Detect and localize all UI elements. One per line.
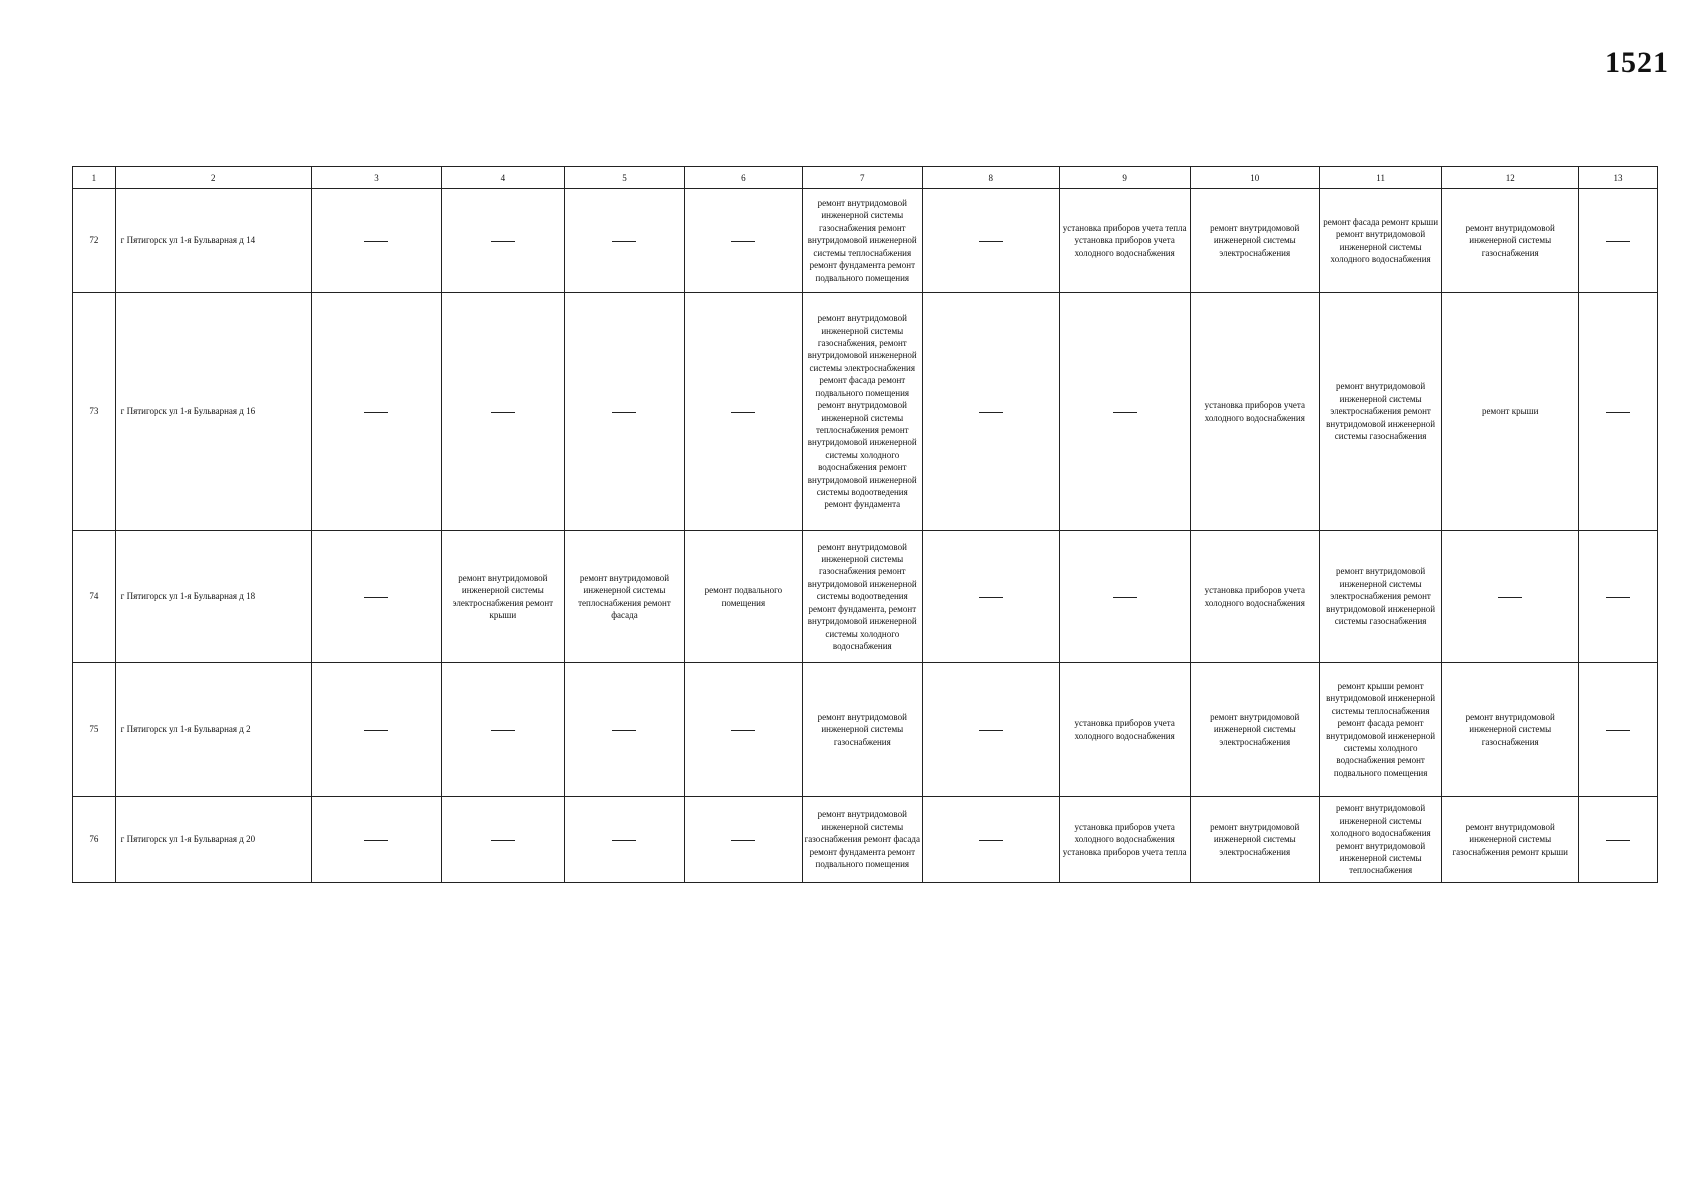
- dash-icon: [364, 597, 388, 598]
- table-row: [73, 189, 1658, 293]
- dash-icon: [1113, 412, 1137, 413]
- dash-icon: [979, 840, 1003, 841]
- table-row: [73, 293, 1658, 531]
- cell-col11: ремонт внутридомовой инженерной системы электроснабжения ремонт внутридомовой инженерной системы газоснабжения: [1319, 293, 1442, 531]
- cell-col11: ремонт внутридомовой инженерной системы холодного водоснабжения ремонт внутридомовой инженерной системы теплоснабжения: [1319, 797, 1442, 883]
- dash-icon: [1606, 730, 1630, 731]
- address-cell: г Пятигорск ул 1-я Бульварная д 16: [115, 293, 311, 531]
- row-number: 74: [73, 531, 116, 663]
- dash-icon: [612, 730, 636, 731]
- cell-col11: ремонт крыши ремонт внутридомовой инженерной системы теплоснабжения ремонт фасада ремонт внутридомовой инженерной системы холодного водоснабжения ремонт подвального помещения: [1319, 663, 1442, 797]
- column-header: 6: [685, 167, 802, 189]
- dash-icon: [1606, 597, 1630, 598]
- cell-col6: [685, 663, 802, 797]
- dash-icon: [612, 840, 636, 841]
- cell-col7: ремонт внутридомовой инженерной системы газоснабжения: [802, 663, 923, 797]
- cell-col12: [1442, 531, 1579, 663]
- cell-col12: ремонт внутридомовой инженерной системы газоснабжения ремонт крыши: [1442, 797, 1579, 883]
- cell-col7: ремонт внутридомовой инженерной системы газоснабжения, ремонт внутридомовой инженерной системы электроснабжения ремонт фасада ремонт подвального помещения ремонт внутридомовой инженерной системы теплоснабжения ремонт внутридомовой инженерной системы холодного водоснабжения ремонт внутридомовой инженерной системы водоотведения ремонт фундамента: [802, 293, 923, 531]
- dash-icon: [364, 730, 388, 731]
- cell-col5: [564, 189, 685, 293]
- column-header: 13: [1578, 167, 1657, 189]
- cell-col10: установка приборов учета холодного водоснабжения: [1190, 293, 1319, 531]
- column-number-row: [73, 167, 1658, 189]
- cell-col10: ремонт внутридомовой инженерной системы электроснабжения: [1190, 189, 1319, 293]
- dash-icon: [731, 412, 755, 413]
- column-header: 2: [115, 167, 311, 189]
- dash-icon: [731, 840, 755, 841]
- page-number: 1521: [1605, 46, 1669, 79]
- cell-col8: [923, 663, 1060, 797]
- cell-col5: [564, 293, 685, 531]
- row-number: 75: [73, 663, 116, 797]
- dash-icon: [731, 241, 755, 242]
- column-header: 9: [1059, 167, 1190, 189]
- cell-col7: ремонт внутридомовой инженерной системы газоснабжения ремонт фасада ремонт фундамента ремонт подвального помещения: [802, 797, 923, 883]
- dash-icon: [364, 840, 388, 841]
- row-number: 76: [73, 797, 116, 883]
- cell-col12: ремонт внутридомовой инженерной системы газоснабжения: [1442, 189, 1579, 293]
- dash-icon: [491, 412, 515, 413]
- column-header: 1: [73, 167, 116, 189]
- cell-col8: [923, 293, 1060, 531]
- address-cell: г Пятигорск ул 1-я Бульварная д 2: [115, 663, 311, 797]
- table-row: [73, 531, 1658, 663]
- repair-schedule-table-wrap: [72, 166, 1658, 883]
- address-cell: г Пятигорск ул 1-я Бульварная д 20: [115, 797, 311, 883]
- dash-icon: [612, 412, 636, 413]
- cell-col12: ремонт внутридомовой инженерной системы газоснабжения: [1442, 663, 1579, 797]
- dash-icon: [1606, 840, 1630, 841]
- cell-col11: ремонт фасада ремонт крыши ремонт внутридомовой инженерной системы холодного водоснабжения: [1319, 189, 1442, 293]
- table-row: [73, 663, 1658, 797]
- repair-schedule-table: [72, 166, 1658, 883]
- dash-icon: [1606, 241, 1630, 242]
- column-header: 4: [442, 167, 565, 189]
- dash-icon: [1498, 597, 1522, 598]
- cell-col3: [311, 189, 441, 293]
- cell-col4: ремонт внутридомовой инженерной системы электроснабжения ремонт крыши: [442, 531, 565, 663]
- dash-icon: [979, 412, 1003, 413]
- cell-col7: ремонт внутридомовой инженерной системы газоснабжения ремонт внутридомовой инженерной системы теплоснабжения ремонт фундамента ремонт подвального помещения: [802, 189, 923, 293]
- cell-col3: [311, 663, 441, 797]
- dash-icon: [979, 730, 1003, 731]
- cell-col5: [564, 797, 685, 883]
- dash-icon: [364, 412, 388, 413]
- cell-col10: ремонт внутридомовой инженерной системы электроснабжения: [1190, 663, 1319, 797]
- cell-col7: ремонт внутридомовой инженерной системы газоснабжения ремонт внутридомовой инженерной системы водоотведения ремонт фундамента, ремонт внутридомовой инженерной системы холодного водоснабжения: [802, 531, 923, 663]
- cell-col4: [442, 293, 565, 531]
- dash-icon: [491, 241, 515, 242]
- column-header: 8: [923, 167, 1060, 189]
- column-header: 10: [1190, 167, 1319, 189]
- cell-col9: установка приборов учета холодного водоснабжения установка приборов учета тепла: [1059, 797, 1190, 883]
- cell-col6: ремонт подвального помещения: [685, 531, 802, 663]
- cell-col13: [1578, 663, 1657, 797]
- cell-col10: ремонт внутридомовой инженерной системы электроснабжения: [1190, 797, 1319, 883]
- cell-col8: [923, 189, 1060, 293]
- cell-col4: [442, 189, 565, 293]
- column-header: 11: [1319, 167, 1442, 189]
- cell-col6: [685, 189, 802, 293]
- cell-col5: ремонт внутридомовой инженерной системы теплоснабжения ремонт фасада: [564, 531, 685, 663]
- table-row: [73, 797, 1658, 883]
- dash-icon: [731, 730, 755, 731]
- dash-icon: [491, 840, 515, 841]
- address-cell: г Пятигорск ул 1-я Бульварная д 14: [115, 189, 311, 293]
- cell-col3: [311, 293, 441, 531]
- dash-icon: [979, 241, 1003, 242]
- cell-col4: [442, 663, 565, 797]
- cell-col9: [1059, 293, 1190, 531]
- column-header: 12: [1442, 167, 1579, 189]
- dash-icon: [612, 241, 636, 242]
- cell-col11: ремонт внутридомовой инженерной системы электроснабжения ремонт внутридомовой инженерной системы газоснабжения: [1319, 531, 1442, 663]
- cell-col5: [564, 663, 685, 797]
- dash-icon: [364, 241, 388, 242]
- dash-icon: [1606, 412, 1630, 413]
- address-cell: г Пятигорск ул 1-я Бульварная д 18: [115, 531, 311, 663]
- cell-col13: [1578, 189, 1657, 293]
- cell-col3: [311, 531, 441, 663]
- cell-col9: установка приборов учета тепла установка приборов учета холодного водоснабжения: [1059, 189, 1190, 293]
- cell-col12: ремонт крыши: [1442, 293, 1579, 531]
- cell-col8: [923, 531, 1060, 663]
- cell-col10: установка приборов учета холодного водоснабжения: [1190, 531, 1319, 663]
- cell-col8: [923, 797, 1060, 883]
- cell-col13: [1578, 531, 1657, 663]
- cell-col13: [1578, 293, 1657, 531]
- cell-col4: [442, 797, 565, 883]
- dash-icon: [491, 730, 515, 731]
- cell-col3: [311, 797, 441, 883]
- cell-col6: [685, 293, 802, 531]
- cell-col9: [1059, 531, 1190, 663]
- column-header: 7: [802, 167, 923, 189]
- cell-col9: установка приборов учета холодного водоснабжения: [1059, 663, 1190, 797]
- cell-col13: [1578, 797, 1657, 883]
- cell-col6: [685, 797, 802, 883]
- dash-icon: [1113, 597, 1137, 598]
- row-number: 72: [73, 189, 116, 293]
- column-header: 3: [311, 167, 441, 189]
- column-header: 5: [564, 167, 685, 189]
- row-number: 73: [73, 293, 116, 531]
- dash-icon: [979, 597, 1003, 598]
